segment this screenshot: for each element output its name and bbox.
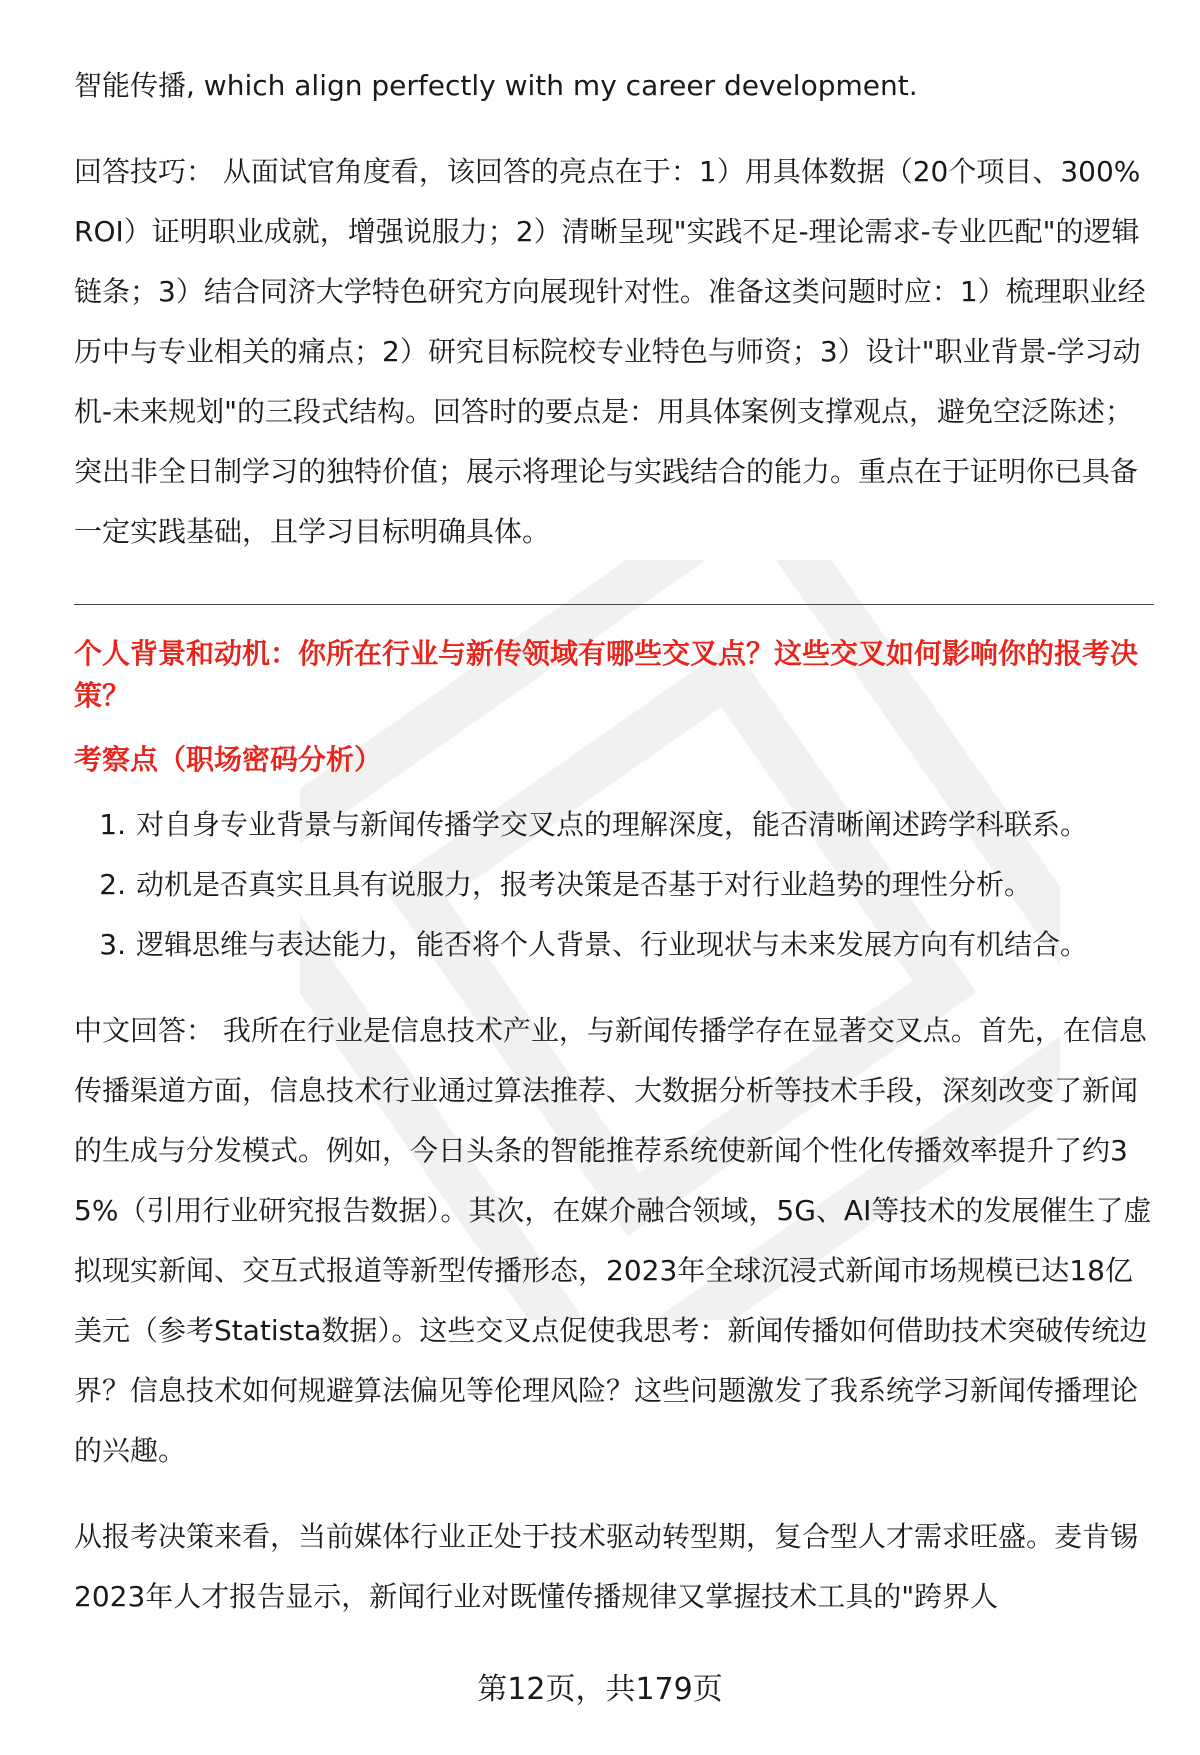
paragraph-chinese-answer: 中文回答： 我所在行业是信息技术产业，与新闻传播学存在显著交叉点。首先，在信息传播渠道方面，信息技术行业通过算法推荐、大数据分析等技术手段，深刻改变了新闻的生成与分发模式。例如，今日头条的智能推荐系统使新闻个性化传播效率提升了约35%（引用行业研究报告数据）。其次，在媒介融合领域，5G、AI等技术的发展催生了虚拟现实新闻、交互式报道等新型传播形态，2023年全球沉浸式新闻市场规模已达18亿美元（参考Statista数据）。这些交叉点促使我思考：新闻传播如何借助技术突破传统边界？信息技术如何规避算法偏见等伦理风险？这些问题激发了我系统学习新闻传播理论的兴趣。 bbox=[74, 1014, 1152, 1467]
list-item bbox=[74, 855, 1154, 915]
paragraph-answer-tips: 回答技巧： 从面试官角度看，该回答的亮点在于：1）用具体数据（20个项目、300% ROI）证明职业成就，增强说服力；2）清晰呈现"实践不足-理论需求-专业匹配"的逻辑链条；3）结合同济大学特色研究方向展现针对性。准备这类问题时应：1）梳理职业经历中与专业相关的痛点；2）研究目标院校专业特色与师资；3）设计"职业背景-学习动机-未来规划"的三段式结构。回答时的要点是：用具体案例支撑观点，避免空泛陈述；突出非全日制学习的独特价值；展示将理论与实践结合的能力。重点在于证明你已具备一定实践基础，且学习目标明确具体。 bbox=[74, 155, 1146, 548]
section-divider bbox=[74, 604, 1154, 605]
document-body bbox=[74, 56, 1154, 1627]
paragraph-intro-tail: 智能传播, which align perfectly with my career development. bbox=[74, 69, 918, 102]
list-item-text: 逻辑思维与表达能力，能否将个人背景、行业现状与未来发展方向有机结合。 bbox=[136, 928, 1089, 961]
list-item-number: 1. bbox=[99, 808, 126, 841]
question-heading: 个人背景和动机：你所在行业与新传领域有哪些交叉点？这些交叉如何影响你的报考决策？ bbox=[74, 637, 1139, 712]
list-item-text: 动机是否真实且具有说服力，报考决策是否基于对行业趋势的理性分析。 bbox=[136, 868, 1033, 901]
list-item-number: 2. bbox=[99, 868, 126, 901]
list-item bbox=[74, 795, 1154, 855]
key-points-list bbox=[74, 795, 1154, 975]
page-number: 第12页，共179页 bbox=[477, 1672, 723, 1707]
list-item-number: 3. bbox=[99, 928, 126, 961]
list-item-text: 对自身专业背景与新闻传播学交叉点的理解深度，能否清晰阐述跨学科联系。 bbox=[136, 808, 1089, 841]
subheading-key-points: 考察点（职场密码分析） bbox=[74, 743, 383, 776]
list-item bbox=[74, 915, 1154, 975]
paragraph-decision: 从报考决策来看，当前媒体行业正处于技术驱动转型期，复合型人才需求旺盛。麦肯锡2023年人才报告显示，新闻行业对既懂传播规律又掌握技术工具的"跨界人 bbox=[74, 1520, 1139, 1613]
